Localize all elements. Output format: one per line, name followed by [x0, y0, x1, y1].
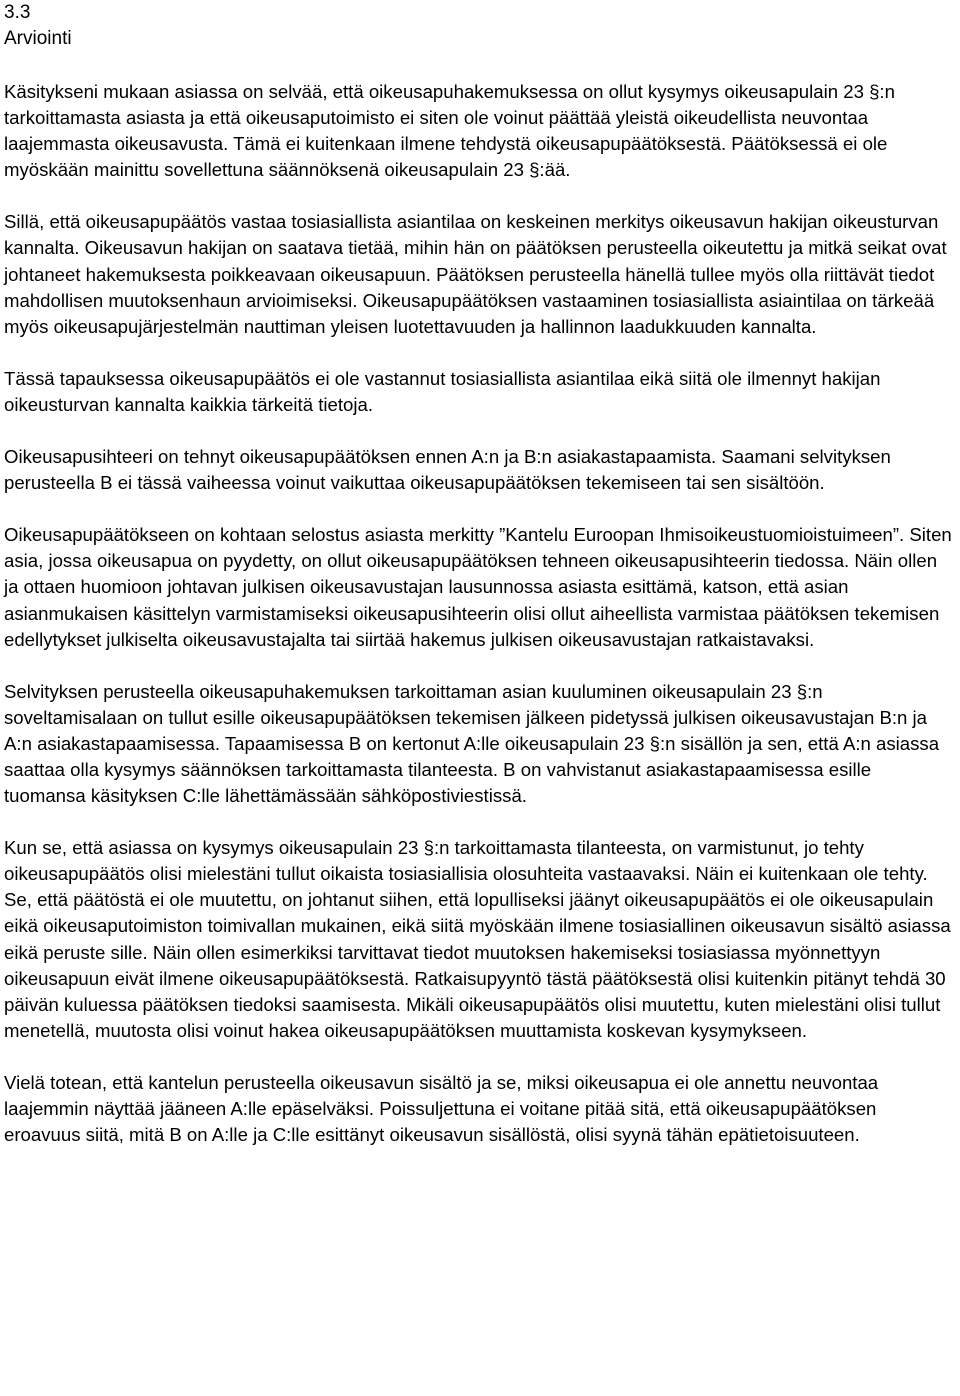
paragraph-decision-mismatch: Tässä tapauksessa oikeusapupäätös ei ole vastannut tosiasiallista asiantilaa eikä siitä ole ilmennyt hakijan oikeusturvan kannalta kaikkia tärkeitä tietoja.	[4, 367, 881, 415]
paragraph-decision-timing: Oikeusapusihteeri on tehnyt oikeusapupäätöksen ennen A:n ja B:n asiakastapaamista. Saamani selvityksen perusteella B ei tässä vaiheessa voinut vaikuttaa oikeusapupäätöksen tekemiseen tai sen sisältöön.	[4, 446, 891, 494]
paragraph-complaint-note: Oikeusapupäätökseen on kohtaan selostus asiasta merkitty ”Kantelu Euroopan Ihmisoikeustuomioistuimeen”. Siten asia, jossa oikeusapua on pyydetty, on ollut oikeusapupäätöksen tehneen oikeusapusihteerin tiedossa. Näin ollen ja ottaen huomioon johtavan julkisen oikeusavustajan lausunnossa asiasta esittämä, katson, että asian asianmukaisen käsittelyn varmistamiseksi oikeusapusihteerin olisi ollut aiheellista varmistaa päätöksen tekemisen edellytykset julkiselta oikeusavustajalta tai siirtää hakemus julkisen oikeusavustajan ratkaistavaksi.	[4, 524, 952, 650]
section-heading	[4, 0, 956, 52]
document-page	[4, 0, 956, 1174]
paragraph-section-23-clarification: Selvityksen perusteella oikeusapuhakemuksen tarkoittaman asian kuuluminen oikeusapulain 23 §:n soveltamisalaan on tullut esille oikeusapupäätöksen tekemisen jälkeen pidetyssä julkisen oikeusavustajan B:n ja A:n asiakastapaamisessa. Tapaamisessa B on kertonut A:lle oikeusapulain 23 §:n sisällön ja sen, että A:n asiassa saattaa olla kysymys säännöksen tarkoittamasta tilanteesta. B on vahvistanut asiakastapaamisessa esille tuomansa käsityksen C:lle lähettämässään sähköpostiviestissä.	[4, 680, 940, 807]
paragraph-correction-needed: Kun se, että asiassa on kysymys oikeusapulain 23 §:n tarkoittamasta tilanteesta, on varmistunut, jo tehty oikeusapupäätös olisi mielestäni tullut oikaista tosiasiallisia olosuhteita vastaavaksi. Näin ei kuitenkaan ole tehty. Se, että päätöstä ei ole muutettu, on johtanut siihen, että lopulliseksi jäänyt oikeusapupäätös ei ole oikeusapulain eikä oikeusaputoimiston toimivallan mukainen, eikä siitä myöskään ilmene tosiasiallinen oikeusavun sisältö asiassa eikä peruste sille. Näin ollen esimerkiksi tarvittavat tiedot muutoksen hakemiseksi tosiasiassa myönnettyyn oikeusapuun eivät ilmene oikeusapupäätöksestä. Ratkaisupyyntö tästä päätöksestä olisi kuitenkin pitänyt tehdä 30 päivän kuluessa päätöksen tiedoksi saamisesta. Mikäli oikeusapupäätös olisi muutettu, kuten mielestäni olisi tullut menetellä, muutosta olisi voinut hakea oikeusapupäätöksen muuttamista koskevan kysymykseen.	[4, 837, 951, 1041]
paragraph-legal-protection: Sillä, että oikeusapupäätös vastaa tosiasiallista asiantilaa on keskeinen merkitys oikeusavun hakijan oikeusturvan kannalta. Oikeusavun hakijan on saatava tietää, mihin hän on päätöksen perusteella oikeutettu ja mitkä seikat ovat johtaneet hakemuksesta poikkeavaan oikeusapuun. Päätöksen perusteella hänellä tullee myös olla riittävät tiedot mahdollisen muutoksenhaun arvioimiseksi. Oikeusapupäätöksen vastaaminen tosiasiallista asiaintilaa on tärkeää myös oikeusapujärjestelmän nauttiman yleisen luotettavuuden ja hallinnon laadukkuuden kannalta.	[4, 211, 947, 337]
paragraph-final-observation: Vielä totean, että kantelun perusteella oikeusavun sisältö ja se, miksi oikeusapua ei ole annettu neuvontaa laajemmin näyttää jääneen A:lle epäselväksi. Poissuljettuna ei voitane pitää sitä, että oikeusapupäätöksen eroavuus siitä, mitä B on A:lle ja C:lle esittänyt oikeusavun sisällöstä, olisi syynä tähän epätietoisuuteen.	[4, 1071, 879, 1146]
section-number: 3.3	[4, 2, 31, 23]
section-title: Arviointi	[4, 28, 72, 49]
paragraph-assessment-opening: Käsitykseni mukaan asiassa on selvää, että oikeusapuhakemuksessa on ollut kysymys oikeusapulain 23 §:n tarkoittamasta asiasta ja että oikeusaputoimisto ei siten ole voinut päättää yleistä oikeudellista neuvontaa laajemmasta oikeusavusta. Tämä ei kuitenkaan ilmene tehdystä oikeusapupäätöksestä. Päätöksessä ei ole myöskään mainittu sovellettuna säännöksenä oikeusapulain 23 §:ää.	[4, 81, 895, 181]
